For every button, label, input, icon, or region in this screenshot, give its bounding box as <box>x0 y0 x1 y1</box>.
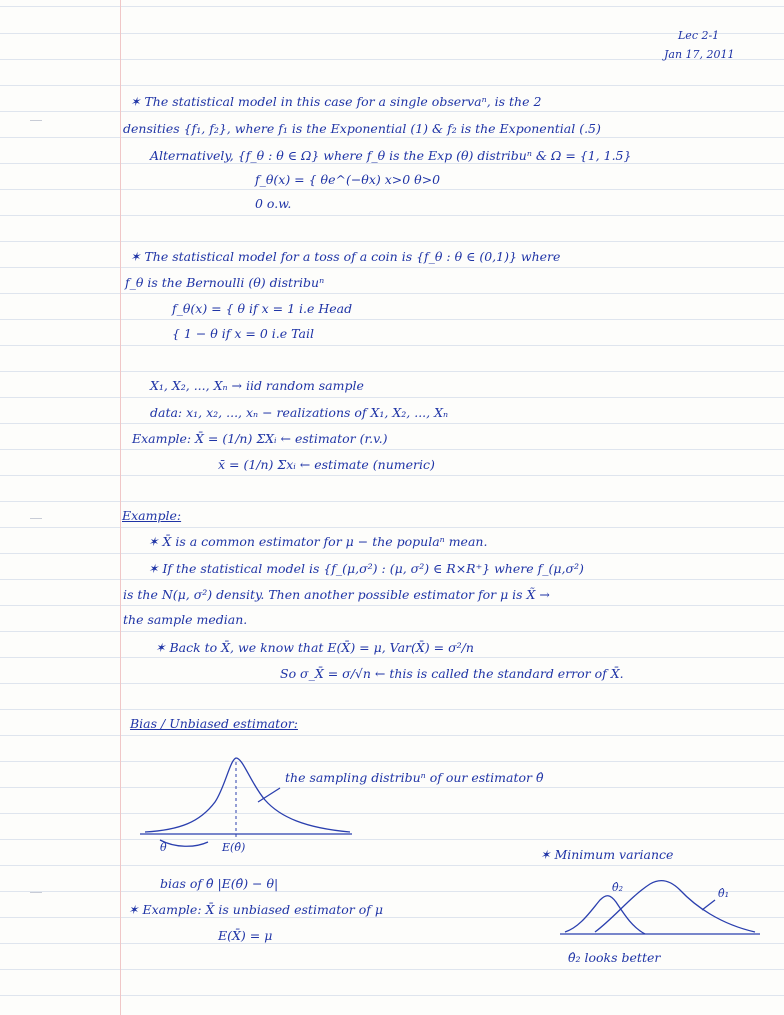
curve-annotation: the sampling distribuⁿ of our estimator θ̂ <box>285 770 544 785</box>
note-line: { 1 − θ if x = 0 i.e Tail <box>172 326 314 341</box>
note-line: is the N(μ, σ²) density. Then another possible estimator for μ is X̃ → <box>123 587 550 602</box>
note-line: So σ_X̄ = σ/√n ← this is called the standard error of X̄. <box>280 666 624 681</box>
note-line: E(X̄) = μ <box>218 928 273 943</box>
note-line: f_θ(x) = { θ if x = 1 i.e Head <box>172 301 353 316</box>
narrow-density-curve <box>565 896 645 934</box>
lecture-label: Lec 2-1 <box>678 29 720 42</box>
variance-comparison-sketch <box>560 872 780 942</box>
note-line: f_θ is the Bernoulli (θ) distribuⁿ <box>125 275 325 290</box>
expected-value-label: E(θ̂) <box>222 841 246 854</box>
note-line: f_θ(x) = { θe^(−θx) x>0 θ>0 <box>255 172 441 187</box>
note-line: the sample median. <box>123 612 248 627</box>
note-line: bias of θ̂ |E(θ̂) − θ| <box>160 876 279 891</box>
note-line: data: x₁, x₂, ..., xₙ − realizations of X₁, X₂, ..., Xₙ <box>150 405 449 420</box>
note-line: ✶ Back to X̄, we know that E(X̄) = μ, Var(X̄) = σ²/n <box>155 640 474 655</box>
note-line: ✶ Example: X̄ is unbiased estimator of μ <box>128 902 383 917</box>
section-heading: Bias / Unbiased estimator: <box>130 716 298 731</box>
note-line: ✶ If the statistical model is {f_(μ,σ²) : (μ, σ²) ∈ R×R⁺} where f_(μ,σ²) <box>148 561 584 576</box>
theta-hat-2-label: θ̂₂ <box>612 881 624 894</box>
theta-hat-1-label: θ̂₁ <box>718 887 730 900</box>
note-line: X₁, X₂, ..., Xₙ → iid random sample <box>150 378 364 393</box>
note-line: Example: X̄ = (1/n) ΣXᵢ ← estimator (r.v.) <box>132 431 388 446</box>
note-line: 0 o.w. <box>255 196 292 211</box>
hole-punch-mark <box>30 892 42 893</box>
note-line: ✶ X̄ is a common estimator for μ − the populaⁿ mean. <box>148 534 488 549</box>
bias-brace <box>160 840 208 846</box>
margin-line <box>120 0 121 1015</box>
note-line: ✶ The statistical model for a toss of a coin is {f_θ : θ ∈ (0,1)} where <box>130 249 561 264</box>
theta-label: θ <box>160 841 167 854</box>
note-line: Alternatively, {f_θ : θ ∈ Ω} where f_θ is the Exp (θ) distribuⁿ & Ω = {1, 1.5} <box>150 148 632 163</box>
hole-punch-mark <box>30 120 42 121</box>
note-line: ✶ Minimum variance <box>540 847 674 862</box>
section-heading: Example: <box>122 508 182 523</box>
note-line: x̄ = (1/n) Σxᵢ ← estimate (numeric) <box>218 457 435 472</box>
note-line: densities {f₁, f₂}, where f₁ is the Exponential (1) & f₂ is the Exponential (.5) <box>123 121 601 136</box>
note-line: ✶ The statistical model in this case for a single observaⁿ, is the 2 <box>130 94 542 109</box>
note-line: θ̂₂ looks better <box>568 950 661 965</box>
date-label: Jan 17, 2011 <box>664 48 735 61</box>
sampling-distribution-sketch <box>140 752 360 852</box>
pointer-arrow <box>702 900 715 910</box>
hole-punch-mark <box>30 518 42 519</box>
